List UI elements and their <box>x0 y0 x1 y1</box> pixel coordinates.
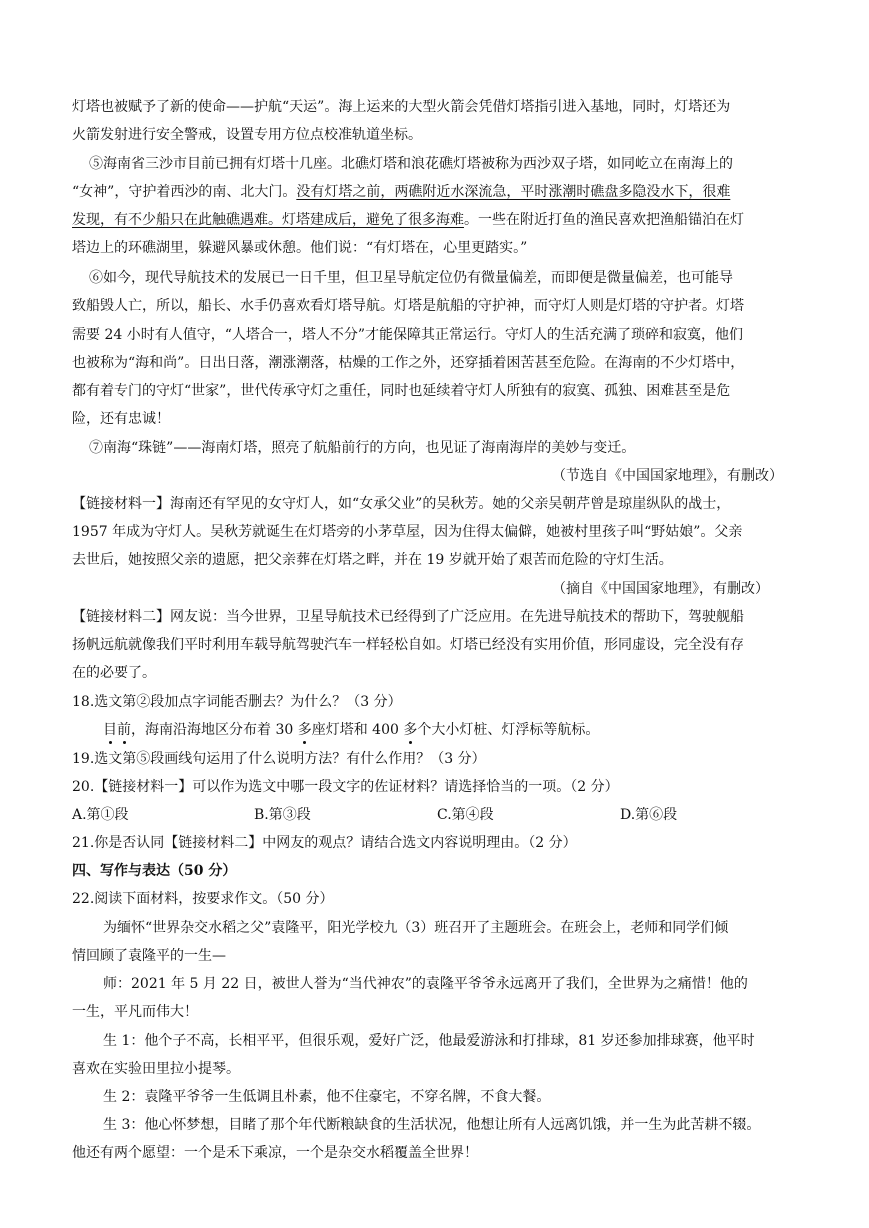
text-line: 险，还有忠诚！ <box>72 411 170 427</box>
text-line: 生 3：他心怀梦想，目睹了那个年代断粮缺食的生活状况，他想让所有人远离饥饿，并一生为此苦耕不辍。 <box>103 1117 761 1133</box>
source-citation: （节选自《中国国家地理》，有删改） <box>552 468 783 484</box>
text-line: 需要 24 小时有人值守，“人塔合一，塔人不分”才能保障其正常运行。守灯人的生活充满了琐碎和寂寞，他们 <box>72 327 744 343</box>
text-line: 塔边上的环礁湖里，躲避风暴或休憩。他们说：“有灯塔在，心里更踏实。” <box>72 240 528 256</box>
text-line: 致船毁人亡，所以，船长、水手仍喜欢看灯塔导航。灯塔是航船的守护神，而守灯人则是灯塔的守护者。灯塔 <box>72 298 744 314</box>
option-a: A.第①段 <box>72 807 129 823</box>
dotted-char: 目 <box>103 722 117 738</box>
text-line: 火箭发射进行安全警戒，设置专用方位点校准轨道坐标。 <box>72 127 422 143</box>
text-line: 1957 年成为守灯人。吴秋芳就诞生在灯塔旁的小茅草屋，因为住得太偏僻，她被村里孩子叫“野姑娘”。父亲 <box>72 524 743 540</box>
text-line: 去世后，她按照父亲的遗愿，把父亲葬在灯塔之畔，并在 19 岁就开始了艰苦而危险的守灯生活。 <box>72 552 673 568</box>
text-segment: 座灯塔和 400 <box>311 722 404 738</box>
text-line: 【链接材料二】网友说：当今世界，卫星导航技术已经得到了广泛应用。在先进导航技术的帮助下，驾驶舰船 <box>72 609 744 625</box>
text-line: 师：2021 年 5 月 22 日，被世人誉为“当代神农”的袁隆平爷爷永远离开了我们，全世界为之痛惜！他的 <box>103 976 748 992</box>
text-line: 生 1：他个子不高，长相平平，但很乐观，爱好广泛，他最爱游泳和打排球，81 岁还参加排球赛，他平时 <box>103 1033 755 1049</box>
source-citation: （摘自《中国国家地理》，有删改） <box>552 581 769 597</box>
text-segment: “女神”，守护着西沙的南、北大门。 <box>72 184 297 200</box>
text-line: ⑦南海“珠链”——海南灯塔，照亮了航船前行的方向，也见证了海南海岸的美妙与变迁。 <box>89 440 636 456</box>
text-line: 都有着专门的守灯“世家”，世代传承守灯之重任，同时也延续着守灯人所独有的寂寞、孤独、困难甚至是危 <box>72 383 731 399</box>
dotted-char: 前 <box>117 722 131 738</box>
text-line: 也被称为“海和尚”。日出日落，潮涨潮落，枯燥的工作之外，还穿插着困苦甚至危险。在海南的不少灯塔中， <box>72 355 745 371</box>
option-d: D.第⑥段 <box>620 807 678 823</box>
text-line <box>72 210 744 230</box>
dotted-char: 多 <box>403 722 418 738</box>
text-line: 他还有两个愿望：一个是禾下乘凉，一个是杂交水稻覆盖全世界！ <box>72 1145 478 1161</box>
text-line: 在的必要了。 <box>72 665 156 681</box>
text-segment: 。一些在附近打鱼的渔民喜欢把渔船锚泊在灯 <box>464 212 744 228</box>
section-heading: 四、写作与表达（50 分） <box>72 863 237 879</box>
text-line: 生 2：袁隆平爷爷一生低调且朴素，他不住豪宅，不穿名牌，不食大餐。 <box>103 1089 551 1105</box>
question-20: 20.【链接材料一】可以作为选文中哪一段文字的佐证材料？请选择恰当的一项。（2 分） <box>72 779 619 795</box>
question-18-quote <box>103 720 599 740</box>
option-c: C.第④段 <box>437 807 494 823</box>
text-line <box>72 182 730 202</box>
text-line: ⑥如今，现代导航技术的发展已一日千里，但卫星导航定位仍有微量偏差，而即便是微量偏差，也可能导 <box>89 270 733 286</box>
text-segment: 个大小灯桩、灯浮标等航标。 <box>417 722 600 738</box>
text-line: 情回顾了袁隆平的一生— <box>72 948 226 964</box>
underlined-sentence: 发现，有不少船只在此触礁遇难。灯塔建成后，避免了很多海难 <box>72 212 464 228</box>
underlined-sentence: 没有灯塔之前，两礁附近水深流急，平时涨潮时礁盘多隐没水下，很难 <box>296 184 731 200</box>
text-line: 为缅怀“世界杂交水稻之父”袁隆平，阳光学校九（3）班召开了主题班会。在班会上，老师和同学们倾 <box>103 920 729 936</box>
question-18: 18.选文第②段加点字词能否删去？为什么？（3 分） <box>72 694 402 710</box>
text-line: ⑤海南省三沙市目前已拥有灯塔十几座。北礁灯塔和浪花礁灯塔被称为西沙双子塔，如同屹立在南海上的 <box>89 156 733 172</box>
text-line: 一生，平凡而伟大！ <box>72 1004 198 1020</box>
question-22: 22.阅读下面材料，按要求作文。（50 分） <box>72 891 334 907</box>
text-segment: ，海南沿海地区分布着 30 <box>131 722 298 738</box>
dotted-char: 多 <box>297 722 312 738</box>
text-line: 喜欢在实验田里拉小提琴。 <box>72 1061 240 1077</box>
question-19: 19.选文第⑤段画线句运用了什么说明方法？有什么作用？（3 分） <box>72 751 486 767</box>
text-line: 扬帆远航就像我们平时利用车载导航驾驶汽车一样轻松自如。灯塔已经没有实用价值，形同虚设，完全没有存 <box>72 637 744 653</box>
question-21: 21.你是否认同【链接材料二】中网友的观点？请结合选文内容说明理由。（2 分） <box>72 835 577 851</box>
text-line: 【链接材料一】海南还有罕见的女守灯人，如“女承父业”的吴秋芳。她的父亲吴朝芹曾是琼崖纵队的战士， <box>72 496 731 512</box>
text-line: 灯塔也被赋予了新的使命——护航“天运”。海上运来的大型火箭会凭借灯塔指引进入基地，同时，灯塔还为 <box>72 99 731 115</box>
option-b: B.第③段 <box>254 807 311 823</box>
